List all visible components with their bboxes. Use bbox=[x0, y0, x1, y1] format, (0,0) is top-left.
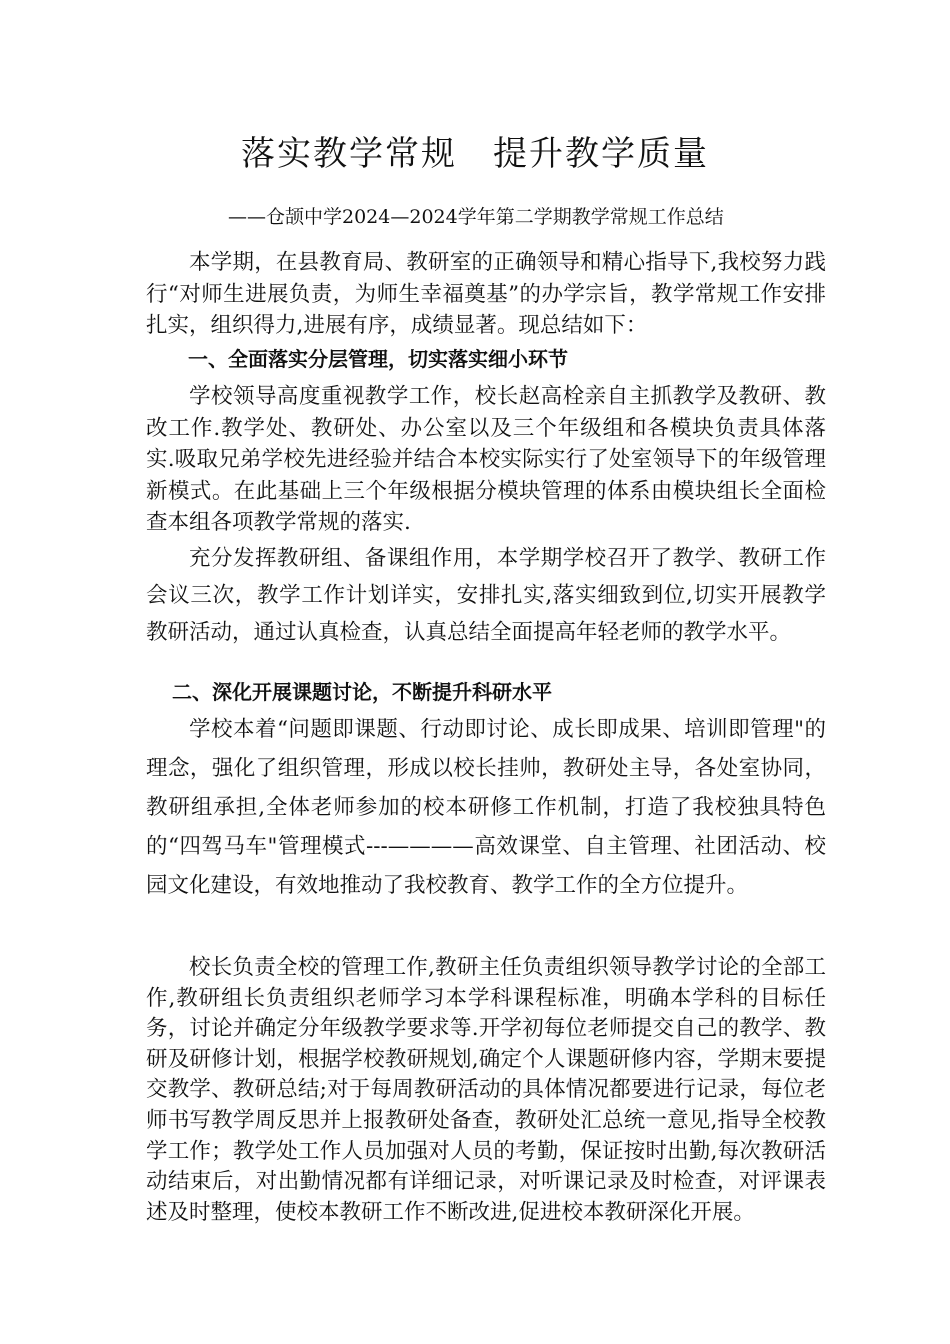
section-2-paragraph-1: 学校本着“问题即课题、行动即讨论、成长即成果、培训即管理"的理念，强化了组织管理，形成以校长挂帅，教研处主导，各处室协同，教研组承担,全体老师参加的校本研修工作机制，打造了我校独具特色的“四驾马车"管理模式---————高效课堂、自主管理、社团活动、校园文化建设，有效地推动了我校教育、教学工作的全方位提升。 bbox=[146, 717, 826, 898]
section-2-paragraph-2: 校长负责全校的管理工作,教研主任负责组织领导教学讨论的全部工作,教研组长负责组织老师学习本学科课程标准，明确本学科的目标任务，讨论并确定分年级教学要求等.开学初每位老师提交自己的教学、教研及研修计划，根据学校教研规划,确定个人课题研修内容，学期末要提交教学、教研总结;对于每周教研活动的具体情况都要进行记录，每位老师书写教学周反思并上报教研处备查，教研处汇总统一意见,指导全校教学工作；教学处工作人员加强对人员的考勤，保证按时出勤,每次教研活动结束后，对出勤情况都有详细记录，对听课记录及时检查，对评课表述及时整理，使校本教研工作不断改进,促进校本教研深化开展。 bbox=[146, 955, 826, 1225]
section-2-heading: 二、深化开展课题讨论，不断提升科研水平 bbox=[172, 680, 552, 704]
section-1-paragraph-2: 充分发挥教研组、备课组作用，本学期学校召开了教学、教研工作会议三次，教学工作计划详实，安排扎实,落实细致到位,切实开展教学教研活动，通过认真检查，认真总结全面提高年轻老师的教学水平。 bbox=[146, 546, 826, 645]
document-title: 落实教学常规 提升教学质量 bbox=[241, 134, 709, 174]
section-1-paragraph-1: 学校领导高度重视教学工作，校长赵高栓亲自主抓教学及教研、教改工作.教学处、教研处、办公室以及三个年级组和各模块负责具体落实.吸取兄弟学校先进经验并结合本校实际实行了处室领导下的年级管理新模式。在此基础上三个年级根据分模块管理的体系由模块组长全面检查本组各项教学常规的落实. bbox=[146, 384, 826, 536]
document-subtitle: ——仓颉中学2024—2024学年第二学期教学常规工作总结 bbox=[228, 206, 724, 228]
section-1-heading: 一、全面落实分层管理，切实落实细小环节 bbox=[188, 347, 568, 371]
intro-paragraph: 本学期，在县教育局、教研室的正确领导和精心指导下,我校努力践行“对师生进展负责，为师生幸福奠基”的办学宗旨，教学常规工作安排扎实，组织得力,进展有序，成绩显著。现总结如下： bbox=[146, 250, 826, 339]
